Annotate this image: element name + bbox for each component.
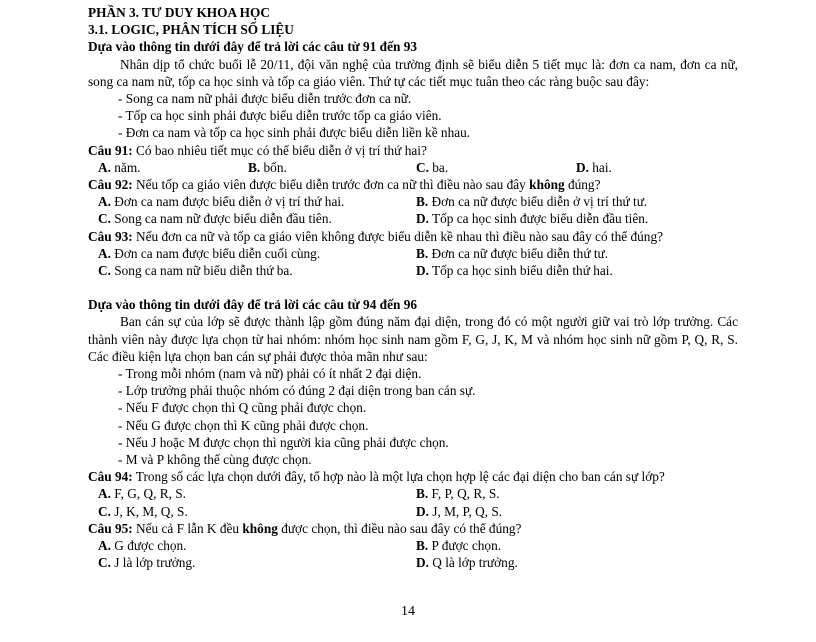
question-91 xyxy=(88,142,738,159)
option-a[interactable]: A. G được chọn. xyxy=(98,538,187,554)
option-c[interactable]: C. J, K, M, Q, S. xyxy=(98,503,188,519)
emphasis-text: không xyxy=(242,520,278,536)
question-92-options xyxy=(88,193,738,227)
question-text: Nếu đơn ca nữ và tốp ca giáo viên không được biểu diễn kề nhau thì điều nào sau đây có thể đúng? xyxy=(136,228,663,244)
question-text-end: đúng? xyxy=(567,177,601,193)
emphasis-text: không xyxy=(529,177,565,193)
block2-condition: - Lớp trưởng phải thuộc nhóm có đúng 2 đại diện trong ban cán sự. xyxy=(118,383,476,399)
option-a[interactable]: A. năm. xyxy=(98,159,141,175)
block2-heading: Dựa vào thông tin dưới đây để trả lời các câu từ 94 đến 96 xyxy=(88,297,417,313)
question-text: Nếu cả F lẫn K đều xyxy=(136,520,240,536)
question-94-options xyxy=(88,485,738,519)
block1-condition: - Song ca nam nữ phải được biểu diễn trước đơn ca nữ. xyxy=(118,91,412,107)
option-c[interactable]: C. ba. xyxy=(416,159,449,175)
question-label: Câu 91: xyxy=(88,142,133,158)
question-text: Nếu tốp ca giáo viên được biểu diễn trước đơn ca nữ thì điều nào sau đây xyxy=(136,177,526,193)
question-label: Câu 93: xyxy=(88,228,133,244)
block1-condition: - Đơn ca nam và tốp ca học sinh phải được biểu diễn liền kề nhau. xyxy=(118,125,471,141)
option-a[interactable]: A. F, G, Q, R, S. xyxy=(98,486,186,502)
document-page xyxy=(88,4,738,572)
block2-condition: - M và P không thể cùng được chọn. xyxy=(118,452,312,468)
question-91-options xyxy=(88,159,738,176)
option-b[interactable]: B. Đơn ca nữ được biểu diễn ở vị trí thứ tư. xyxy=(416,194,648,210)
option-d[interactable]: D. Q là lớp trưởng. xyxy=(416,555,518,571)
question-label: Câu 94: xyxy=(88,469,133,485)
question-94 xyxy=(88,468,738,485)
option-b[interactable]: B. bốn. xyxy=(248,159,287,175)
option-d[interactable]: D. Tốp ca học sinh được biểu diễn đầu tiên. xyxy=(416,211,649,227)
option-c[interactable]: C. Song ca nam nữ biểu diễn thứ ba. xyxy=(98,263,293,279)
subsection-title: 3.1. LOGIC, PHÂN TÍCH SỐ LIỆU xyxy=(88,22,294,38)
page-number: 14 xyxy=(401,604,415,619)
question-95 xyxy=(88,520,738,537)
block2-condition: - Trong mỗi nhóm (nam và nữ) phải có ít nhất 2 đại diện. xyxy=(118,366,422,382)
question-text: Trong số các lựa chọn dưới đây, tổ hợp nào là một lựa chọn hợp lệ các đại diện cho ban cán sự lớp? xyxy=(135,469,665,485)
option-b[interactable]: B. P được chọn. xyxy=(416,538,502,554)
spacer xyxy=(88,279,738,296)
block2-condition: - Nếu G được chọn thì K cũng phải được chọn. xyxy=(118,417,369,433)
block1-intro: Nhân dịp tổ chức buổi lễ 20/11, đội văn nghệ của trường định sẽ biểu diễn 5 tiết mục là: đơn ca nam, đơn ca nữ, song ca nam nữ, tốp ca học sinh và tốp ca giáo viên. Thứ tự các tiết mục tuân theo các ràng buộc sau đây: xyxy=(88,56,738,89)
option-a[interactable]: A. Đơn ca nam được biểu diễn ở vị trí thứ hai. xyxy=(98,194,345,210)
question-93-options xyxy=(88,245,738,279)
option-c[interactable]: C. J là lớp trưởng. xyxy=(98,555,196,571)
section-title: PHẦN 3. TƯ DUY KHOA HỌC xyxy=(88,5,270,20)
option-b[interactable]: B. F, P, Q, R, S. xyxy=(416,486,500,502)
block2-condition: - Nếu F được chọn thì Q cũng phải được chọn. xyxy=(118,400,367,416)
question-text: Có bao nhiêu tiết mục có thể biểu diễn ở vị trí thứ hai? xyxy=(136,142,427,158)
question-label: Câu 95: xyxy=(88,520,133,536)
block2-condition: - Nếu J hoặc M được chọn thì người kia cũng phải được chọn. xyxy=(118,434,449,450)
option-d[interactable]: D. hai. xyxy=(576,159,612,175)
option-d[interactable]: D. Tốp ca học sinh biểu diễn thứ hai. xyxy=(416,263,613,279)
option-b[interactable]: B. Đơn ca nữ được biểu diễn thứ tư. xyxy=(416,245,609,261)
question-text-end: được chọn, thì điều nào sau đây có thể đúng? xyxy=(281,520,522,536)
question-93 xyxy=(88,228,738,245)
option-a[interactable]: A. Đơn ca nam được biểu diễn cuối cùng. xyxy=(98,245,321,261)
block1-heading: Dựa vào thông tin dưới đây để trả lời các câu từ 91 đến 93 xyxy=(88,39,417,55)
question-label: Câu 92: xyxy=(88,177,133,193)
block1-condition: - Tốp ca học sinh phải được biểu diễn trước tốp ca giáo viên. xyxy=(118,108,442,124)
question-95-options xyxy=(88,537,738,571)
block2-intro: Ban cán sự của lớp sẽ được thành lập gồm đúng năm đại diện, trong đó có một người giữ vai trò lớp trưởng. Các thành viên này được lựa chọn từ hai nhóm: nhóm học sinh nam gồm F, G, J, K, M và nhóm học sinh nữ gồm P, Q, R, S. Các điều kiện lựa chọn ban cán sự phải được thỏa mãn như sau: xyxy=(88,314,738,364)
option-d[interactable]: D. J, M, P, Q, S. xyxy=(416,503,503,519)
question-92 xyxy=(88,176,738,193)
option-c[interactable]: C. Song ca nam nữ được biểu diễn đầu tiên. xyxy=(98,211,332,227)
